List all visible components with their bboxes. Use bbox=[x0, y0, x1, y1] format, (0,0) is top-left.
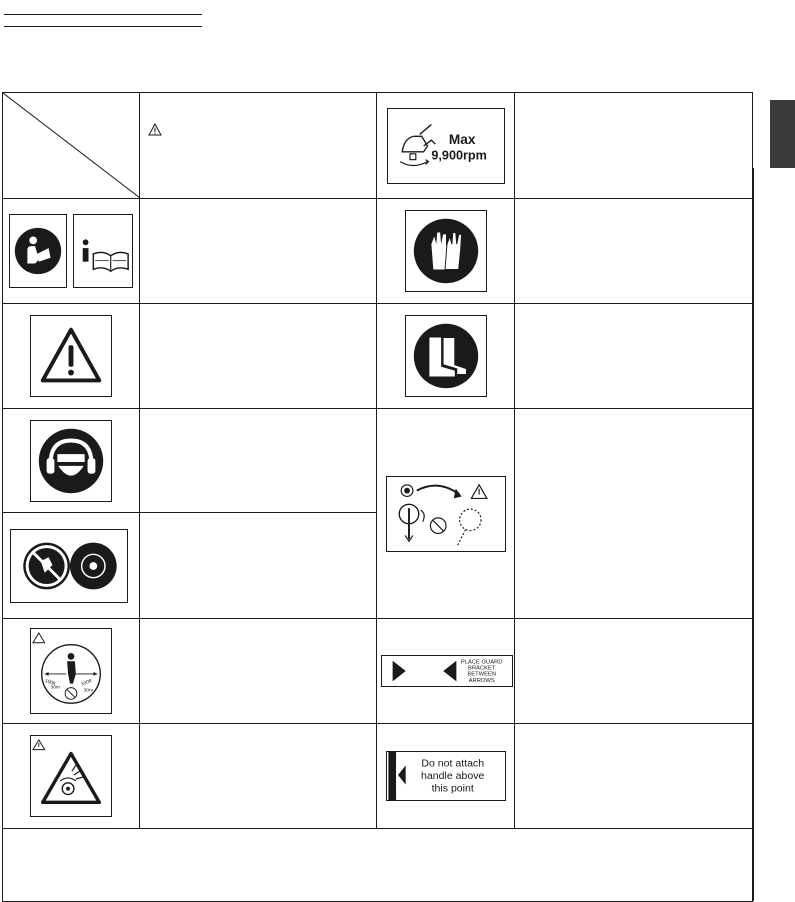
guard-line-3: BETWEEN bbox=[466, 671, 496, 678]
info-manual-icon bbox=[73, 214, 133, 288]
boots-icon bbox=[405, 315, 487, 397]
guard-line-4: ARROWS bbox=[468, 677, 495, 684]
gloves-cell bbox=[377, 199, 515, 304]
table-row bbox=[3, 93, 753, 199]
warning-cell bbox=[3, 304, 140, 409]
head-protection-cell bbox=[3, 409, 140, 513]
no-saw-blade-icon bbox=[10, 529, 128, 603]
table-row bbox=[3, 304, 753, 409]
warning-exclamation-icon bbox=[30, 315, 112, 397]
blade-text-cell bbox=[140, 513, 377, 619]
max-label: Max bbox=[448, 131, 475, 147]
handle-line-3: this point bbox=[431, 782, 474, 795]
table-row bbox=[3, 724, 753, 829]
handle-position-label-icon bbox=[386, 751, 506, 801]
section-tab bbox=[770, 100, 795, 168]
warning-triangle-icon bbox=[148, 123, 162, 136]
table-row bbox=[3, 829, 753, 902]
handle-line-1: Do not attach bbox=[420, 757, 484, 770]
head-protection-text-cell bbox=[140, 409, 377, 513]
guard-bracket-text-cell bbox=[515, 619, 753, 724]
guard-line-2: BRACKET bbox=[467, 665, 495, 672]
header-rule-top bbox=[4, 14, 202, 15]
thrust-text-cell bbox=[140, 619, 377, 724]
table-row bbox=[3, 409, 753, 513]
header-rule-bottom bbox=[4, 26, 202, 27]
rpm-label: 9,900rpm bbox=[430, 148, 487, 163]
guard-bracket-cell bbox=[377, 619, 515, 724]
thrust-right-label: 100ft bbox=[80, 679, 93, 688]
thrust-left-label: 100ft bbox=[43, 678, 56, 688]
guard-bracket-label-icon bbox=[381, 655, 513, 687]
thrust-cell bbox=[3, 619, 140, 724]
kickback-cell bbox=[377, 409, 515, 619]
thrust-right-sub: 30m bbox=[83, 688, 94, 694]
table-row bbox=[3, 619, 753, 724]
thrown-objects-text-cell bbox=[140, 724, 377, 829]
max-rpm-icon bbox=[387, 108, 505, 184]
table-row bbox=[3, 199, 753, 304]
manual-cell bbox=[3, 199, 140, 304]
handle-line-2: handle above bbox=[420, 769, 484, 782]
kickback-label-icon bbox=[386, 476, 506, 552]
max-rpm-cell bbox=[377, 93, 515, 199]
guard-line-1: PLACE GUARD bbox=[460, 659, 502, 666]
symbols-table bbox=[2, 92, 753, 902]
thrown-objects-cell bbox=[3, 724, 140, 829]
thrust-distance-icon bbox=[30, 628, 112, 714]
blade-cell bbox=[3, 513, 140, 619]
boots-text-cell bbox=[515, 304, 753, 409]
gloves-icon bbox=[405, 210, 487, 292]
footer-note-cell bbox=[3, 829, 753, 902]
thrown-objects-icon bbox=[30, 735, 112, 817]
thrust-left-sub: 30m bbox=[50, 685, 60, 691]
read-manual-icon bbox=[9, 214, 67, 288]
gloves-text-cell bbox=[515, 199, 753, 304]
margin-rule bbox=[753, 168, 754, 901]
kickback-text-cell bbox=[515, 409, 753, 619]
handle-position-text-cell bbox=[515, 724, 753, 829]
head-protection-icon bbox=[30, 420, 112, 502]
warning-text-cell-2 bbox=[140, 304, 377, 409]
header-diagonal-cell bbox=[3, 93, 140, 199]
boots-cell bbox=[377, 304, 515, 409]
handle-position-cell bbox=[377, 724, 515, 829]
warning-text-cell bbox=[140, 93, 377, 199]
max-rpm-text-cell bbox=[515, 93, 753, 199]
manual-text-cell bbox=[140, 199, 377, 304]
